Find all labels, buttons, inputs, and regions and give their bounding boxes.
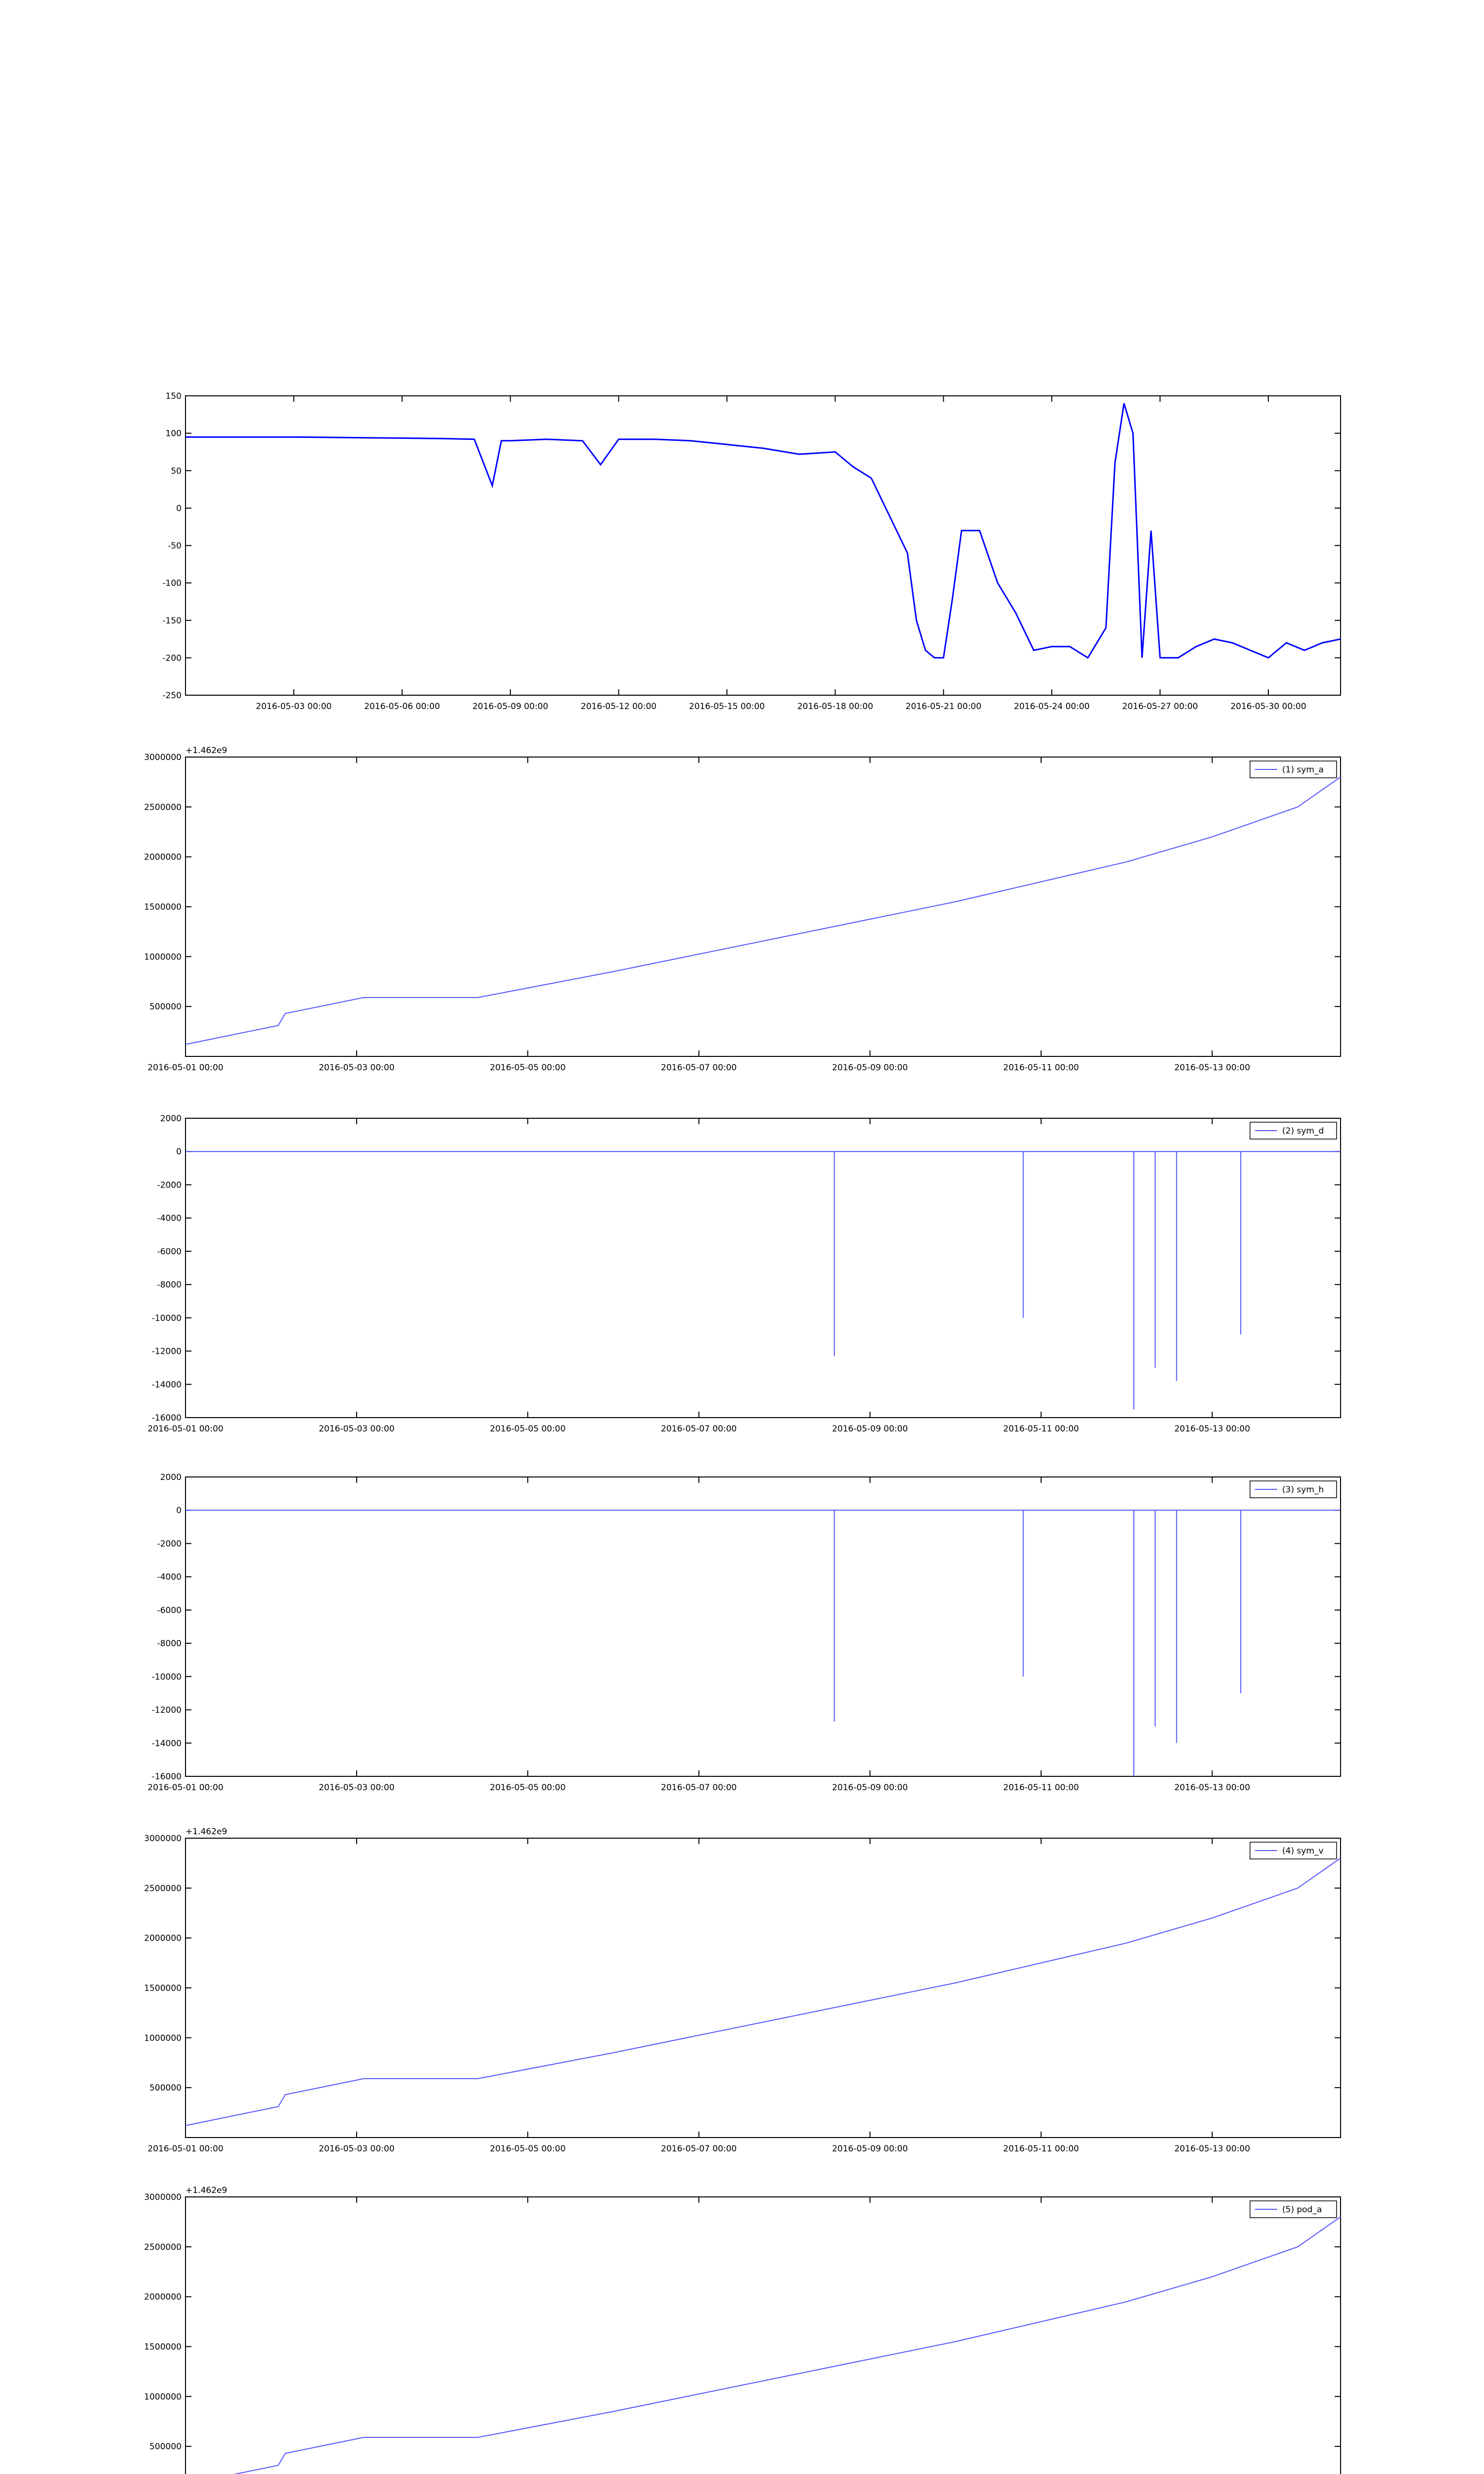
- legend: [1250, 1481, 1337, 1498]
- x-tick-label: 2016-05-27 00:00: [1122, 702, 1198, 712]
- y-tick-label: -150: [162, 616, 182, 626]
- x-tick-label: 2016-05-05 00:00: [490, 1063, 566, 1073]
- y-tick-label: 500000: [149, 2442, 182, 2452]
- x-tick-label: 2016-05-13 00:00: [1174, 2144, 1251, 2154]
- x-tick-label: 2016-05-11 00:00: [1003, 1424, 1079, 1434]
- x-tick-label: 2016-05-03 00:00: [319, 1063, 395, 1073]
- y-tick-label: 100: [165, 428, 182, 439]
- x-tick-label: 2016-05-09 00:00: [832, 1783, 908, 1793]
- y-tick-label: -2000: [157, 1180, 182, 1190]
- y-offset-label: +1.462e9: [186, 1827, 228, 1837]
- y-tick-label: 1500000: [144, 902, 182, 912]
- x-tick-label: 2016-05-15 00:00: [689, 702, 765, 712]
- y-tick-label: -8000: [157, 1639, 182, 1649]
- y-tick-label: 1000000: [144, 2392, 182, 2402]
- y-tick-label: 2000000: [144, 1933, 182, 1944]
- y-tick-label: 0: [176, 1506, 182, 1516]
- series-line: [186, 403, 1341, 658]
- y-tick-label: -12000: [151, 1346, 182, 1357]
- x-tick-label: 2016-05-06 00:00: [364, 702, 440, 712]
- x-tick-label: 2016-05-12 00:00: [581, 702, 657, 712]
- x-tick-label: 2016-05-13 00:00: [1174, 1424, 1251, 1434]
- y-offset-label: +1.462e9: [186, 2186, 228, 2195]
- chart-panel-4: [147, 1473, 1341, 1793]
- series-line: [186, 777, 1341, 1045]
- legend-label: (1) sym_a: [1282, 765, 1324, 775]
- y-tick-label: 1500000: [144, 2342, 182, 2352]
- y-tick-label: -6000: [157, 1605, 182, 1616]
- x-tick-label: 2016-05-07 00:00: [661, 1783, 737, 1793]
- x-tick-label: 2016-05-18 00:00: [797, 702, 874, 712]
- y-tick-label: -10000: [151, 1313, 182, 1324]
- y-tick-label: -4000: [157, 1213, 182, 1224]
- x-tick-label: 2016-05-05 00:00: [490, 1783, 566, 1793]
- y-tick-label: 2000000: [144, 852, 182, 862]
- y-tick-label: -8000: [157, 1280, 182, 1290]
- y-tick-label: -10000: [151, 1672, 182, 1682]
- y-tick-label: 1000000: [144, 952, 182, 962]
- y-tick-label: 2500000: [144, 802, 182, 812]
- y-tick-label: 2500000: [144, 2242, 182, 2252]
- y-tick-label: 500000: [149, 1002, 182, 1012]
- x-tick-label: 2016-05-07 00:00: [661, 1063, 737, 1073]
- x-tick-label: 2016-05-01 00:00: [147, 2144, 224, 2154]
- y-tick-label: 2000: [160, 1114, 182, 1124]
- chart-panel-2: [144, 746, 1341, 1073]
- y-tick-label: 2500000: [144, 1883, 182, 1894]
- x-tick-label: 2016-05-01 00:00: [147, 1063, 224, 1073]
- y-tick-label: 1500000: [144, 1983, 182, 1994]
- axes-frame: [186, 1477, 1341, 1776]
- y-tick-label: -14000: [151, 1380, 182, 1390]
- x-tick-label: 2016-05-30 00:00: [1230, 702, 1306, 712]
- x-tick-label: 2016-05-03 00:00: [319, 1424, 395, 1434]
- y-tick-label: -200: [162, 653, 182, 664]
- x-tick-label: 2016-05-21 00:00: [905, 702, 981, 712]
- y-tick-label: 3000000: [144, 2192, 182, 2202]
- y-tick-label: -4000: [157, 1572, 182, 1582]
- y-tick-label: 0: [176, 1147, 182, 1157]
- y-tick-label: -16000: [151, 1413, 182, 1423]
- chart-panel-1: [162, 391, 1341, 712]
- axes-frame: [186, 2197, 1341, 2474]
- y-tick-label: -14000: [151, 1738, 182, 1749]
- axes-frame: [186, 1838, 1341, 2138]
- x-tick-label: 2016-05-24 00:00: [1014, 702, 1090, 712]
- x-tick-label: 2016-05-07 00:00: [661, 1424, 737, 1434]
- axes-frame: [186, 757, 1341, 1056]
- y-offset-label: +1.462e9: [186, 746, 228, 756]
- x-tick-label: 2016-05-11 00:00: [1003, 1063, 1079, 1073]
- x-tick-label: 2016-05-11 00:00: [1003, 2144, 1079, 2154]
- y-tick-label: -2000: [157, 1539, 182, 1549]
- x-tick-label: 2016-05-09 00:00: [832, 2144, 908, 2154]
- y-tick-label: 150: [165, 391, 182, 401]
- y-tick-label: -250: [162, 691, 182, 701]
- x-tick-label: 2016-05-11 00:00: [1003, 1783, 1079, 1793]
- y-tick-label: 0: [176, 503, 182, 514]
- x-tick-label: 2016-05-03 00:00: [319, 1783, 395, 1793]
- y-tick-label: 500000: [149, 2083, 182, 2093]
- y-tick-label: -12000: [151, 1705, 182, 1715]
- chart-panel-3: [147, 1114, 1341, 1434]
- legend-label: (3) sym_h: [1282, 1485, 1324, 1495]
- x-tick-label: 2016-05-05 00:00: [490, 2144, 566, 2154]
- legend: [1250, 1842, 1337, 1859]
- legend: [1250, 2201, 1337, 2218]
- x-tick-label: 2016-05-05 00:00: [490, 1424, 566, 1434]
- legend-label: (2) sym_d: [1282, 1126, 1324, 1136]
- series-line: [186, 2217, 1341, 2474]
- x-tick-label: 2016-05-13 00:00: [1174, 1783, 1251, 1793]
- y-tick-label: 2000000: [144, 2292, 182, 2302]
- chart-panel-5: [144, 1827, 1341, 2154]
- x-tick-label: 2016-05-01 00:00: [147, 1783, 224, 1793]
- chart-panel-6: [144, 2186, 1341, 2474]
- x-tick-label: 2016-05-13 00:00: [1174, 1063, 1251, 1073]
- legend-label: (5) pod_a: [1282, 2205, 1322, 2215]
- x-tick-label: 2016-05-03 00:00: [256, 702, 332, 712]
- y-tick-label: -6000: [157, 1246, 182, 1257]
- series-line: [186, 1858, 1341, 2125]
- x-tick-label: 2016-05-09 00:00: [832, 1063, 908, 1073]
- y-tick-label: 1000000: [144, 2033, 182, 2044]
- y-tick-label: -100: [162, 578, 182, 589]
- legend: [1250, 1122, 1337, 1139]
- y-tick-label: -50: [168, 541, 182, 551]
- y-tick-label: 3000000: [144, 1834, 182, 1844]
- legend: [1250, 761, 1337, 778]
- axes-frame: [186, 396, 1341, 695]
- y-tick-label: 50: [171, 466, 182, 476]
- y-tick-label: 2000: [160, 1473, 182, 1482]
- x-tick-label: 2016-05-09 00:00: [832, 1424, 908, 1434]
- axes-frame: [186, 1118, 1341, 1418]
- y-tick-label: -16000: [151, 1772, 182, 1782]
- y-tick-label: 3000000: [144, 753, 182, 762]
- x-tick-label: 2016-05-01 00:00: [147, 1424, 224, 1434]
- x-tick-label: 2016-05-09 00:00: [472, 702, 549, 712]
- x-tick-label: 2016-05-07 00:00: [661, 2144, 737, 2154]
- x-tick-label: 2016-05-03 00:00: [319, 2144, 395, 2154]
- legend-label: (4) sym_v: [1282, 1846, 1324, 1856]
